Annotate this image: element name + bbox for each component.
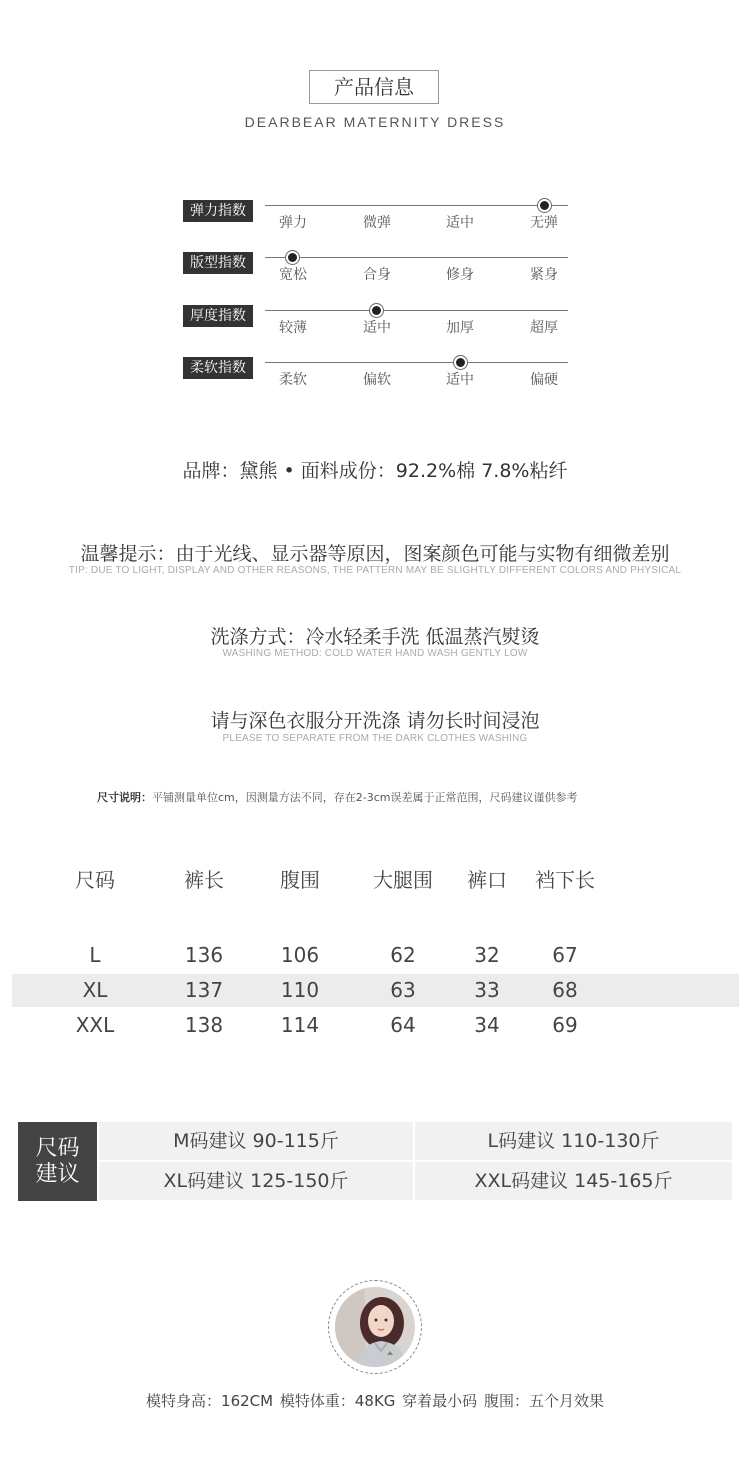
size-table-cell: 106 bbox=[280, 943, 320, 967]
size-recommend-label bbox=[18, 1122, 97, 1201]
tip-warm-en: TIP: DUE TO LIGHT, DISPLAY AND OTHER REASONS, THE PATTERN MAY BE SLIGHTLY DIFFERENT COLORS AND PHYSICAL bbox=[68, 565, 682, 576]
size-table-cell: 110 bbox=[280, 978, 320, 1002]
index-option: 适中 bbox=[363, 320, 391, 336]
size-table-cell: 114 bbox=[280, 1013, 320, 1037]
size-table-cell: 67 bbox=[552, 943, 578, 967]
model-info: 模特身高：162CM 模特体重：48KG 穿着最小码 腹围：五个月效果 bbox=[146, 1392, 604, 1410]
index-scale-line bbox=[265, 257, 568, 258]
size-note bbox=[97, 789, 578, 805]
index-option: 紧身 bbox=[530, 267, 558, 283]
size-table-header: 尺码 bbox=[75, 868, 115, 892]
index-option: 弹力 bbox=[279, 215, 307, 231]
index-option: 微弹 bbox=[363, 215, 391, 231]
recommend-l: L码建议 110-130斤 bbox=[415, 1122, 732, 1160]
index-option: 宽松 bbox=[279, 267, 307, 283]
size-table-cell: 34 bbox=[474, 1013, 500, 1037]
size-table-cell: 68 bbox=[552, 978, 578, 1002]
index-label: 柔软指数 bbox=[183, 357, 253, 379]
recommend-m: M码建议 90-115斤 bbox=[99, 1122, 413, 1160]
index-row bbox=[0, 200, 750, 240]
index-option: 加厚 bbox=[446, 320, 474, 336]
size-note-label: 尺寸说明： bbox=[97, 791, 152, 804]
size-table-cell: 136 bbox=[184, 943, 224, 967]
size-table-header: 大腿围 bbox=[373, 868, 433, 892]
size-note-text: 平铺测量单位cm，因测量方法不同，存在2-3cm误差属于正常范围，尺码建议谨供参考 bbox=[152, 791, 578, 804]
size-table-cell: XXL bbox=[75, 1013, 115, 1037]
size-table-header: 裤长 bbox=[184, 868, 224, 892]
index-row bbox=[0, 305, 750, 345]
size-table-cell: 62 bbox=[390, 943, 416, 967]
index-marker bbox=[288, 253, 297, 262]
index-scale-line bbox=[265, 362, 568, 363]
index-option: 柔软 bbox=[279, 372, 307, 388]
size-table-cell: 63 bbox=[390, 978, 416, 1002]
model-avatar-image bbox=[335, 1287, 415, 1367]
index-option: 适中 bbox=[446, 372, 474, 388]
index-option: 适中 bbox=[446, 215, 474, 231]
recommend-xl: XL码建议 125-150斤 bbox=[99, 1162, 413, 1200]
index-label: 厚度指数 bbox=[183, 305, 253, 327]
index-label: 版型指数 bbox=[183, 252, 253, 274]
size-table-cell: L bbox=[89, 943, 101, 967]
index-label: 弹力指数 bbox=[183, 200, 253, 222]
tip-separate: 请与深色衣服分开洗涤 请勿长时间浸泡 bbox=[210, 710, 540, 732]
brand-composition: 品牌：黛熊 • 面料成份：92.2%棉 7.8%粘纤 bbox=[182, 460, 568, 482]
index-option: 无弹 bbox=[530, 215, 558, 231]
index-option: 修身 bbox=[446, 267, 474, 283]
index-scale-line bbox=[265, 310, 568, 311]
size-recommend-label-line2: 建议 bbox=[35, 1161, 80, 1187]
size-table-cell: 64 bbox=[390, 1013, 416, 1037]
index-marker bbox=[372, 306, 381, 315]
model-avatar bbox=[335, 1287, 415, 1367]
index-option: 较薄 bbox=[279, 320, 307, 336]
tip-washing: 洗涤方式：冷水轻柔手洗 低温蒸汽熨烫 bbox=[210, 626, 540, 648]
tip-warm: 温馨提示：由于光线、显示器等原因，图案颜色可能与实物有细微差别 bbox=[80, 543, 670, 565]
size-table-cell: 138 bbox=[184, 1013, 224, 1037]
size-table-header: 裆下长 bbox=[535, 868, 595, 892]
tip-washing-en: WASHING METHOD: COLD WATER HAND WASH GENTLY LOW bbox=[222, 648, 528, 659]
index-scale-line bbox=[265, 205, 568, 206]
tip-separate-en: PLEASE TO SEPARATE FROM THE DARK CLOTHES WASHING bbox=[222, 733, 528, 744]
recommend-xxl: XXL码建议 145-165斤 bbox=[415, 1162, 732, 1200]
size-recommend-label-line1: 尺码 bbox=[35, 1135, 80, 1161]
size-table-cell: 32 bbox=[474, 943, 500, 967]
size-table-cell: 69 bbox=[552, 1013, 578, 1037]
index-marker bbox=[456, 358, 465, 367]
index-row bbox=[0, 252, 750, 292]
size-table-header: 腹围 bbox=[280, 868, 320, 892]
index-marker bbox=[540, 201, 549, 210]
section-title: 产品信息 bbox=[309, 70, 439, 104]
size-table-cell: XL bbox=[82, 978, 108, 1002]
size-table-cell: 137 bbox=[184, 978, 224, 1002]
index-option: 偏软 bbox=[363, 372, 391, 388]
size-table-cell: 33 bbox=[474, 978, 500, 1002]
size-table-header: 裤口 bbox=[467, 868, 507, 892]
index-option: 偏硬 bbox=[530, 372, 558, 388]
index-option: 合身 bbox=[363, 267, 391, 283]
index-option: 超厚 bbox=[530, 320, 558, 336]
section-subtitle: DEARBEAR MATERNITY DRESS bbox=[244, 114, 506, 130]
index-row bbox=[0, 357, 750, 397]
